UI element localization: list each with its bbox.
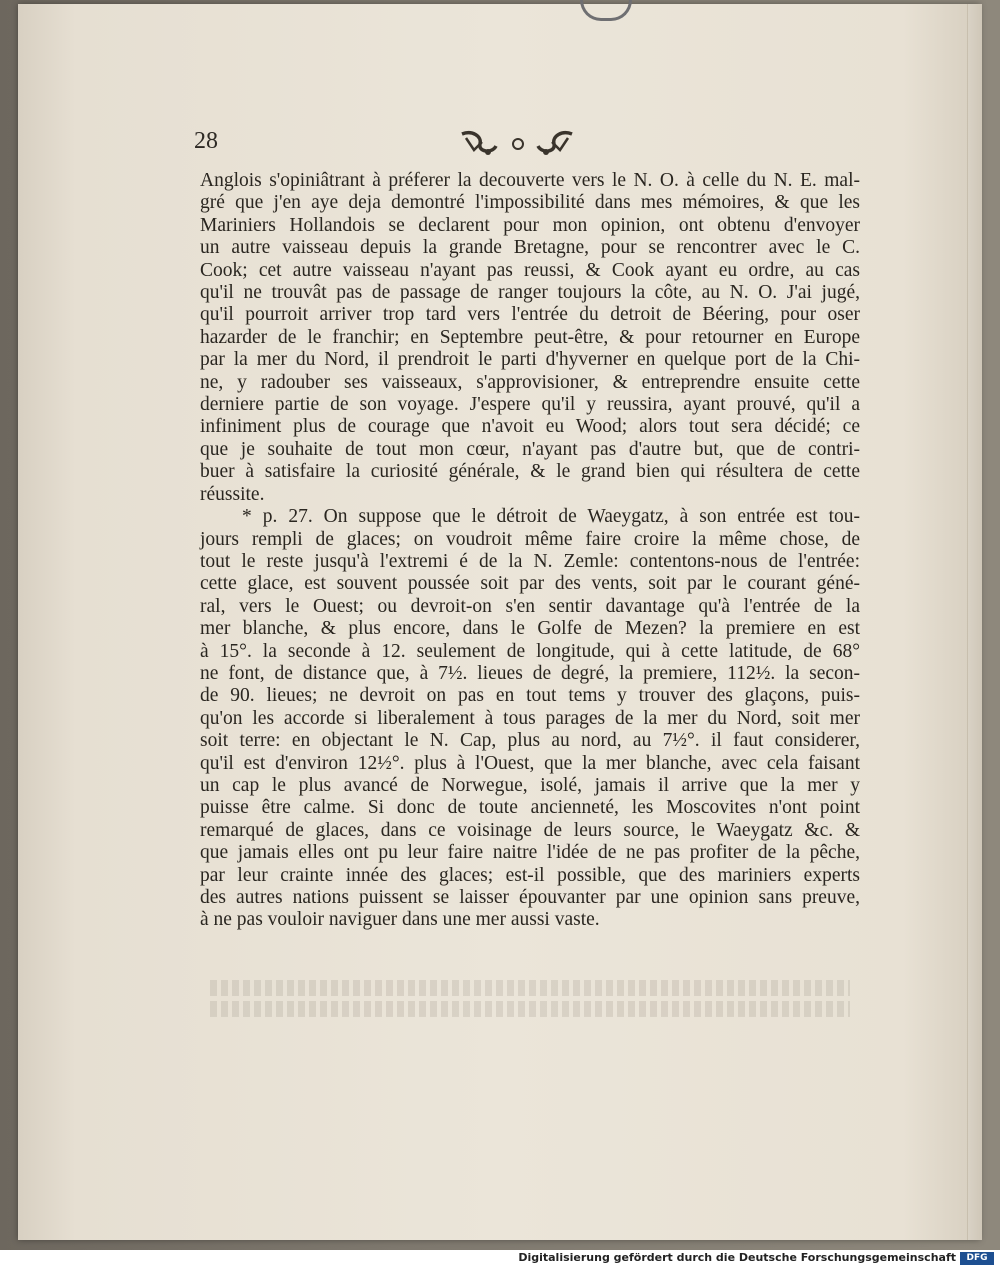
text-line: hazarder de le franchir; en Septembre peut-être, & pour retourner en Europe: [200, 326, 860, 348]
text-line: par la mer du Nord, il prendroit le parti d'hyverner en quelque port de la Chi-: [200, 349, 860, 371]
text-line: remarqué de glaces, dans ce voisinage de leurs source, le Waeygatz &c. &: [200, 819, 860, 841]
text-line: infiniment plus de courage que n'avoit eu Wood; alors tout sera décidé; ce: [200, 416, 860, 438]
text-line: ne font, de distance que, à 7½. lieues de degré, la premiere, 112½. la secon-: [200, 662, 860, 684]
text-line: ral, vers le Ouest; ou devroit-on s'en sentir davantage qu'à l'entrée de la: [200, 595, 860, 617]
page-body-text: [200, 170, 860, 932]
text-line: puisse être calme. Si donc de toute ancienneté, les Moscovites n'ont point: [200, 797, 860, 819]
text-line: un cap le plus avancé de Norwegue, isolé, jamais il arrive que la mer y: [200, 774, 860, 796]
text-line: mer blanche, & plus encore, dans le Golfe de Mezen? la premiere en est: [200, 618, 860, 640]
text-line: jours rempli de glaces; on voudroit même faire croire la même chose, de: [200, 528, 860, 550]
text-line: que je souhaite de tout mon cœur, n'ayant pas d'autre but, que de contri-: [200, 438, 860, 460]
text-line: que jamais elles ont pu leur faire naitre l'idée de ne pas profiter de la pêche,: [200, 842, 860, 864]
dfg-logo: DFG: [960, 1252, 994, 1265]
text-line: qu'on les accorde si liberalement à tous parages de la mer du Nord, soit mer: [200, 707, 860, 729]
text-line: de 90. lieues; ne devroit on pas en tout tems y trouver des glaçons, puis-: [200, 685, 860, 707]
printer-fleuron-icon: [452, 126, 582, 160]
text-line: des autres nations puissent se laisser épouvanter par une opinion sans preuve,: [200, 887, 860, 908]
text-line: gré que j'en aye deja demontré l'impossibilité dans mes mémoires, & que les: [200, 192, 860, 214]
text-line: derniere partie de son voyage. J'espere qu'il y reussira, ayant prouvé, qu'il a: [200, 394, 860, 416]
text-line: Anglois s'opiniâtrant à préferer la decouverte vers le N. O. à celle du N. E. mal-: [200, 170, 860, 191]
page-edge: [967, 4, 982, 1240]
funding-notice: Digitalisierung gefördert durch die Deutsche Forschungsgemeinschaft: [518, 1251, 956, 1264]
text-line: Mariniers Hollandois se declarent pour mon opinion, ont obtenu d'envoyer: [200, 214, 860, 236]
text-line: soit terre: en objectant le N. Cap, plus au nord, au 7½°. il faut considerer,: [200, 730, 860, 752]
text-line: un autre vaisseau depuis la grande Bretagne, pour se rencontrer avec le C.: [200, 237, 860, 259]
text-line: par leur crainte innée des glaces; est-il possible, que des mariniers experts: [200, 864, 860, 886]
text-line: qu'il pourroit arriver trop tard vers l'entrée du detroit de Béering, pour oser: [200, 304, 860, 326]
text-line: Cook; cet autre vaisseau n'ayant pas reussi, & Cook ayant eu ordre, au cas: [200, 259, 860, 281]
text-line: buer à satisfaire la curiosité générale, & le grand bien qui résultera de cette: [200, 461, 860, 483]
text-line: réussite.: [200, 483, 265, 505]
text-line: cette glace, est souvent poussée soit par des vents, soit par le courant géné-: [200, 573, 860, 595]
text-line: qu'il est d'environ 12½°. plus à l'Ouest, que la mer blanche, avec cela faisant: [200, 752, 860, 774]
footnote-start-line: * p. 27. On suppose que le détroit de Waeygatz, à son entrée est tou-: [242, 506, 860, 528]
page-header: [190, 126, 850, 166]
text-line: tout le reste jusqu'à l'extremi é de la N. Zemle: contentons-nous de l'entrée:: [200, 550, 860, 572]
show-through-text: [210, 975, 850, 1035]
digitization-footer: [0, 1250, 1000, 1268]
text-line: à ne pas vouloir naviguer dans une mer aussi vaste.: [200, 909, 600, 931]
text-line: ne, y radouber ses vaisseaux, s'approvisioner, & entreprendre ensuite cette: [200, 371, 860, 393]
text-line: à 15°. la seconde à 12. seulement de longitude, qui à cette latitude, de 68°: [200, 640, 860, 662]
text-line: qu'il ne trouvât pas de passage de ranger toujours la côte, au N. O. J'ai jugé,: [200, 282, 860, 304]
page-number: 28: [194, 128, 218, 154]
